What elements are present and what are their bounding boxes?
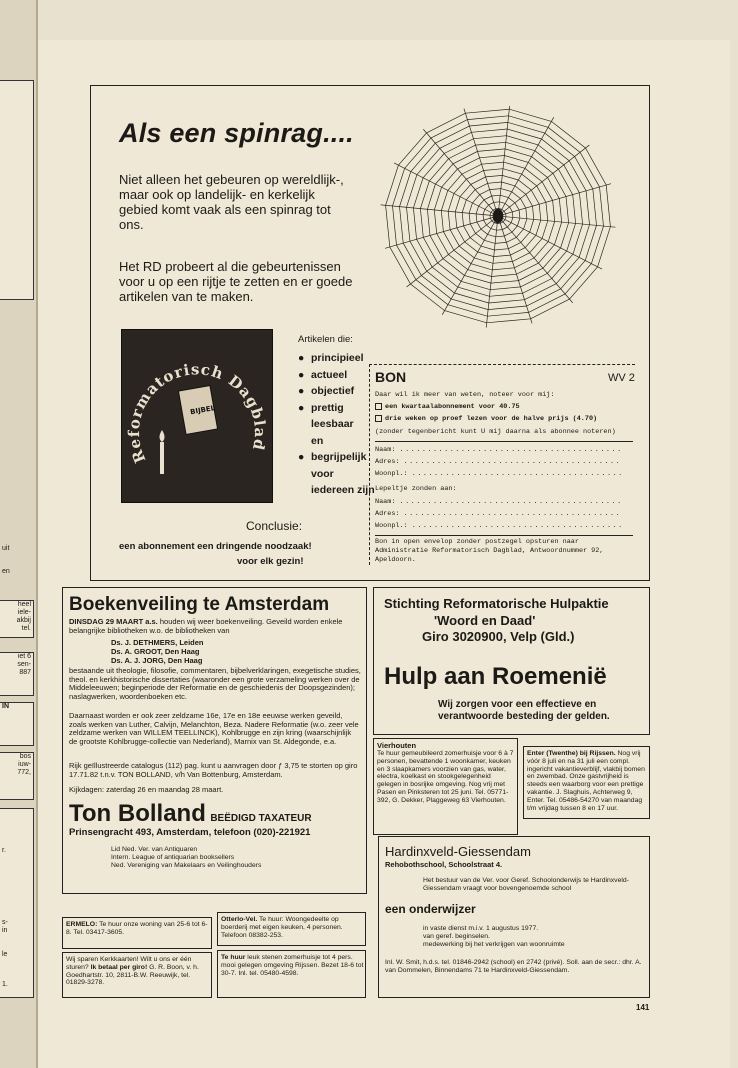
margin-fragment: in <box>2 927 8 934</box>
bon-coupon <box>369 364 635 565</box>
boekenveiling-body-3: Rijk geïllustreerde catalogus (112) pag. kunt u aanvragen door ƒ 3,75 te storten op giro 17.71.82 t.n.v. TON BOLLAND, v/h Van Bottenburg, Amsterdam. <box>69 761 358 779</box>
vierhouten-text: Te huur gemeubileerd zomerhuisje voor 6 à 7 personen, bevattende 1 woonkamer, keuken en 3 slaapkamers voorzien van gas, water, electra, koelkast en stookgelegenheid gelegen in bosrijke omgeving. Nog vrij met Pasen en Pinksteren tot 25 juni. Tel. 05771-392, G. Dekker, Plaggeweg 63 Vierhouten. <box>377 750 514 804</box>
margin-fragment-box <box>0 652 34 696</box>
bon-field-address: Adres: ....................................... <box>375 458 622 467</box>
margin-fragment: tel. <box>21 625 31 632</box>
articles-list <box>298 350 378 499</box>
library-names <box>111 638 204 665</box>
margin-fragment: bos <box>19 753 31 760</box>
tehuur-ad: Te huur leuk stenen zomerhuisje tot 4 pers. mooi gelegen omgeving Rijssen. Bezet 18-6 tot 30-7. Inl. tel. 05480-4598. <box>217 950 366 998</box>
margin-fragment: heel <box>17 601 31 608</box>
enter-ad: Enter (Twenthe) bij Rijssen. Nog vrij vóór 8 juli en na 31 juli een compl. ingericht vakantieverblijf, vlakbij bomen en zwembad. Onze gastvrijheid is steeds een waarborg voor een prettige vakantie. J. Slaghuis, Achterweg 9, Enter. Tel. 05486-54270 van maandag t/m vrijdag tussen 8 en 17 uur. <box>523 746 650 819</box>
margin-fragment: 772, <box>17 769 31 776</box>
hulpaktie-org: Stichting Reformatorische Hulpaktie <box>384 596 609 611</box>
margin-fragment: IN <box>2 703 9 710</box>
firm-address: Prinsengracht 493, Amsterdam, telefoon (020)-221921 <box>69 827 311 838</box>
margin-fragment: iuw- <box>18 761 31 768</box>
conclusion-line-1: een abonnement een dringende noodzaak! <box>119 541 312 552</box>
margin-fragment: iele- <box>17 609 31 616</box>
conclusion-label: Conclusie: <box>246 519 303 533</box>
article-item: leesbaar <box>311 418 354 430</box>
library-name: Ds. A. J. JORG, Den Haag <box>111 656 203 665</box>
membership: Intern. League of antiquarian booksellers <box>111 853 235 861</box>
article-item: ● objectief <box>298 385 355 397</box>
bon-trial-address: Adres: ....................................... <box>375 509 622 518</box>
margin-fragment: iet 6 <box>17 653 31 660</box>
hulpaktie-quote: 'Woord en Daad' <box>434 613 536 628</box>
article-item: ● principieel <box>298 352 364 364</box>
hulpaktie-headline: Hulp aan Roemenië <box>384 663 607 690</box>
article-item: ● begrijpelijk <box>298 451 367 463</box>
logo-book-text: BIJBEL <box>189 404 216 417</box>
bon-option-2: drie weken op proef lezen voor de halve prijs (4.70) <box>375 413 633 425</box>
boekenveiling-ad <box>62 587 367 894</box>
spiderweb-illustration <box>366 106 631 336</box>
boekenveiling-body-1: bestaande uit theologie, filosofie, commentaren, bijbelverklaringen, exegetische studies, theol. en kerkhistorische dissertaties (waaronder een grote verzameling werken over de Middeleeuwen; beginperiode der Reformatie en de geschiedenis der Doopsgezinden); naslagwerken, woordenboeken etc. <box>69 666 361 701</box>
boekenveiling-body-2: Daarnaast worden er ook zeer zeldzame 16e, 17e en 18e eeuwse werken geveild, zoals werken van Luther, Calvijn, Melanchton, Beza. Nadere Reformatie (w.o. zeer vele zeldzame werken van WILLEM TEELLINCK), Kohlbrugge en zijn kring (waarschijnlijk de grootste Kohlbrugge-collectie van Nederland), Marnix van St. Aldegonde, e.a. <box>69 711 359 746</box>
firm-name-line: Ton Bolland BEËDIGD TAXATEUR <box>69 800 312 827</box>
hardinxveld-ad <box>378 836 650 998</box>
margin-fragment: sen- <box>17 661 31 668</box>
logo-arc-text: Reformatorisch Dagblad <box>124 360 270 466</box>
hardinxveld-details <box>423 925 565 948</box>
memberships <box>111 846 261 869</box>
ermelo-ad: ERMELO: Te huur onze woning van 25-6 tot 6-8. Tel. 03417-3605. <box>62 917 212 949</box>
article-item: ● actueel <box>298 368 348 381</box>
bon-field-city: Woonpl.: ...................................... <box>375 470 624 479</box>
boekenveiling-intro: DINSDAG 29 MAART a.s. houden wij weer boekenveiling. Geveild worden enkele belangrijke bibliotheken w.o. de bibliotheken van <box>69 617 343 635</box>
kerkkaarten-ad: Wij sparen Kerkkaarten! Wilt u ons er één sturen? Ik betaal per giro! G. R. Boon, v. h. Goedhartstr. 10, 2811-B.W. Reeuwijk, tel. 01829-3278. <box>62 952 212 998</box>
library-name: Ds. J. DETHMERS, Leiden <box>111 638 204 647</box>
hardinxveld-school: Rehobothschool, Schoolstraat 4. <box>385 860 503 869</box>
margin-fragment-box <box>0 600 34 638</box>
margin-fragment: uit <box>2 545 10 552</box>
hardinxveld-position: een onderwijzer <box>385 902 476 916</box>
otterlo-ad: Otterlo-Vel. Te huur: Woongedeelte op boerderij met eigen keuken, 4 personen. Telefoon 08382-253. <box>217 912 366 946</box>
detail: medewerking bij het verkrijgen van woonruimte <box>423 940 565 948</box>
margin-fragment: en <box>2 568 10 575</box>
bon-body <box>375 389 633 565</box>
margin-fragment-box <box>0 752 34 800</box>
margin-fragment: akbij <box>16 617 31 624</box>
checkbox-proef[interactable] <box>375 415 382 422</box>
spinrag-lead-1: Niet alleen het gebeuren op wereldlijk-, maar ook op landelijk- en kerkelijk gebied komt vaak als een spinrag tot ons. <box>119 172 344 232</box>
detail: van geref. beginselen. <box>423 932 490 940</box>
hulpaktie-giro: Giro 3020900, Velp (Gld.) <box>422 629 575 644</box>
bon-footer: Bon in open envelop zonder postzegel opsturen naar Administratie Reformatorisch Dagblad, Antwoordnummer 92, Apeldoorn. <box>375 535 633 565</box>
detail: in vaste dienst m.i.v. 1 augustus 1977. <box>423 925 539 932</box>
margin-fragment: le <box>2 951 8 958</box>
hardinxveld-title: Hardinxveld-Giessendam <box>385 844 531 859</box>
kijkdagen: Kijkdagen: zaterdag 26 en maandag 28 maart. <box>69 785 224 794</box>
article-item: voor <box>311 467 334 480</box>
margin-fragment: r. <box>2 847 6 854</box>
checkbox-kwartaal[interactable] <box>375 403 382 410</box>
page-number: 141 <box>636 1003 650 1012</box>
bon-option-1: een kwartaalabonnement voor 40.75 <box>375 401 633 413</box>
margin-fragment-box <box>0 80 34 300</box>
bon-code: WV 2 <box>608 372 635 384</box>
bon-trial-label: Lepeltje zonden aan: <box>375 485 457 494</box>
bon-note: (zonder tegenbericht kunt U mij daarna als abonnee noteren) <box>375 427 616 436</box>
bon-field-name: Naam: ........................................ <box>375 441 633 456</box>
hardinxveld-intro: Het bestuur van de Ver. voor Geref. Schoolonderwijs te Hardinxveld-Giessendam vraagt voor bovengenoemde school <box>423 877 629 892</box>
bon-trial-city: Woonpl.: ...................................... <box>375 522 624 531</box>
membership: Lid Ned. Ver. van Antiquaren <box>111 846 198 853</box>
article-item: en <box>311 434 324 447</box>
articles-intro: Artikelen die: <box>298 334 353 345</box>
hulpaktie-tagline: Wij zorgen voor een effectieve en verantwoorde besteding der gelden. <box>438 699 610 722</box>
boekenveiling-title: Boekenveiling te Amsterdam <box>69 594 330 615</box>
bon-trial-name: Naam: ........................................ <box>375 497 623 506</box>
article-item: iedereen zijn <box>311 484 375 496</box>
spinrag-title: Als een spinrag.... <box>119 118 354 148</box>
spinrag-ad <box>90 85 650 581</box>
bon-title: BON <box>375 369 407 385</box>
margin-fragment-box <box>0 702 34 746</box>
margin-fragment: 887 <box>19 669 31 676</box>
margin-fragment-box <box>0 808 34 998</box>
bon-intro: Daar wil ik meer van weten, noteer voor mij: <box>375 391 555 399</box>
margin-fragment: 1. <box>2 981 8 988</box>
margin-fragment: s- <box>2 919 8 926</box>
vierhouten-ad <box>373 738 518 835</box>
conclusion-line-2: voor elk gezin! <box>237 556 304 567</box>
spinrag-lead-2: Het RD probeert al die gebeurtenissen voor u op een rijtje te zetten en er goede artikelen van te maken. <box>119 259 353 304</box>
article-item: ● prettig <box>298 401 344 414</box>
hardinxveld-contact: Inl. W. Smit, h.d.s. tel. 01846-2942 (school) en 2742 (privé). Soll. aan de secr.: dhr. A. van Dommelen, Binnendams 71 te Hardinxveld-Giessendam. <box>385 959 642 974</box>
hulpaktie-ad <box>373 587 650 735</box>
vierhouten-title: Vierhouten <box>377 741 417 750</box>
library-name: Ds. A. GROOT, Den Haag <box>111 647 200 656</box>
reformatorisch-dagblad-logo <box>121 329 273 503</box>
membership: Ned. Vereniging van Makelaars en Veilinghouders <box>111 861 262 869</box>
